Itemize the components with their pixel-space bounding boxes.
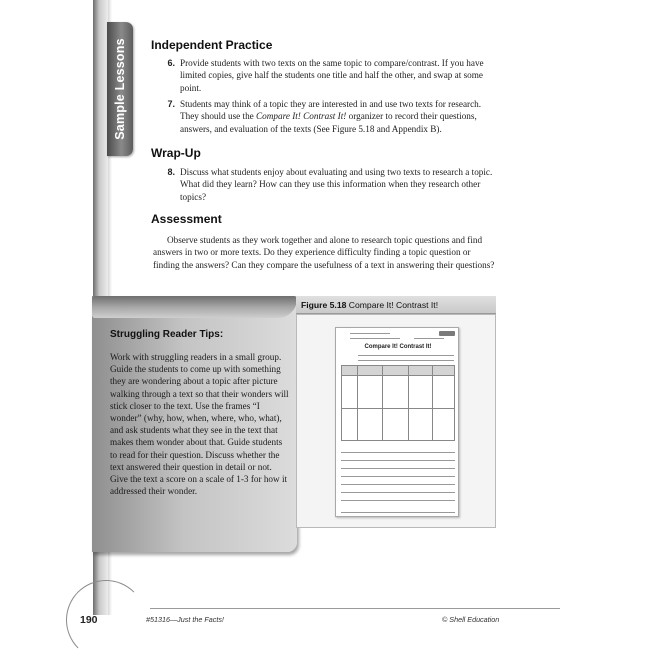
worksheet-line xyxy=(341,492,455,493)
worksheet-table-col xyxy=(432,366,433,440)
assessment-paragraph: Observe students as they work together and alone to research topic questions and find answers in two or more texts. Do they experience difficulty finding a topic question or finding the answers? Can they compare the usefulness of a text in answering their questions? xyxy=(153,235,495,270)
worksheet-line xyxy=(341,500,455,501)
worksheet-line xyxy=(358,355,454,356)
footer-book-title: #51316—Just the Facts! xyxy=(146,615,224,624)
list-item-6 xyxy=(153,57,498,94)
tips-body: Work with struggling readers in a small group. Guide the students to come up with something they are wondering about a topic after picture walking through a text so that their wonders will stick closer to the text. Use the frames “I wonder” (why, how, when, where, who, what), and ask students what they see in the text that makes them wonder about that. Guide students to read for their question. Discuss whether the text answered their question in detail or not. Give the text a score on a scale of 1-3 for how it addressed their wonder. xyxy=(110,352,289,497)
heading-independent-practice: Independent Practice xyxy=(151,38,273,52)
worksheet-line xyxy=(414,338,444,339)
page-number-arc xyxy=(66,580,146,660)
list-number: 8. xyxy=(167,167,175,177)
list-item-8 xyxy=(153,166,498,203)
worksheet-table xyxy=(341,365,455,441)
worksheet-line xyxy=(341,468,455,469)
list-number: 7. xyxy=(167,99,175,109)
list-text: Discuss what students enjoy about evaluating and using two texts to research a topic. What did they learn? How can they use this information when they research other topics? xyxy=(180,167,493,202)
worksheet-table-col xyxy=(408,366,409,440)
list-text xyxy=(180,98,498,135)
worksheet-line xyxy=(341,476,455,477)
worksheet-line xyxy=(341,452,455,453)
worksheet-thumbnail xyxy=(335,327,459,517)
heading-assessment: Assessment xyxy=(151,212,222,226)
worksheet-line xyxy=(341,460,455,461)
page-number: 190 xyxy=(80,614,98,626)
worksheet-table-col xyxy=(382,366,383,440)
organizer-title: Compare It! Contrast It! xyxy=(256,111,347,122)
tips-title: Struggling Reader Tips: xyxy=(110,329,224,340)
worksheet-line xyxy=(341,484,455,485)
figure-caption xyxy=(296,296,496,314)
figure-label: Figure 5.18 xyxy=(301,300,347,310)
worksheet-title: Compare It! Contrast It! xyxy=(364,344,432,350)
tips-box-curl xyxy=(92,296,297,318)
list-text-part: organizer to record their questions, answers, and evaluation of the texts (See Figure 5.18 and Appendix B). xyxy=(180,111,477,134)
list-text-part: Students may think of a topic they are interested in and use two texts for research. They should use the xyxy=(180,99,482,122)
worksheet-table-col xyxy=(357,366,358,440)
footer-rule xyxy=(150,608,560,609)
section-tab-label: Sample Lessons xyxy=(113,38,127,140)
worksheet-line xyxy=(358,360,454,361)
worksheet-line xyxy=(350,333,390,334)
worksheet-table-header xyxy=(342,366,454,376)
list-text: Provide students with two texts on the same topic to compare/contrast. If you have limited copies, give half the students one title and half the other, and swap at some point. xyxy=(180,58,484,93)
section-tab xyxy=(107,22,133,156)
heading-wrap-up: Wrap-Up xyxy=(151,146,201,160)
worksheet-badge xyxy=(439,331,455,336)
list-item-7 xyxy=(153,98,498,135)
worksheet-footer xyxy=(341,512,455,513)
worksheet-line xyxy=(350,338,400,339)
figure-caption-text: Compare It! Contrast It! xyxy=(348,300,439,310)
worksheet-table-row xyxy=(342,408,454,409)
footer-publisher: © Shell Education xyxy=(442,615,500,624)
list-number: 6. xyxy=(167,58,175,68)
